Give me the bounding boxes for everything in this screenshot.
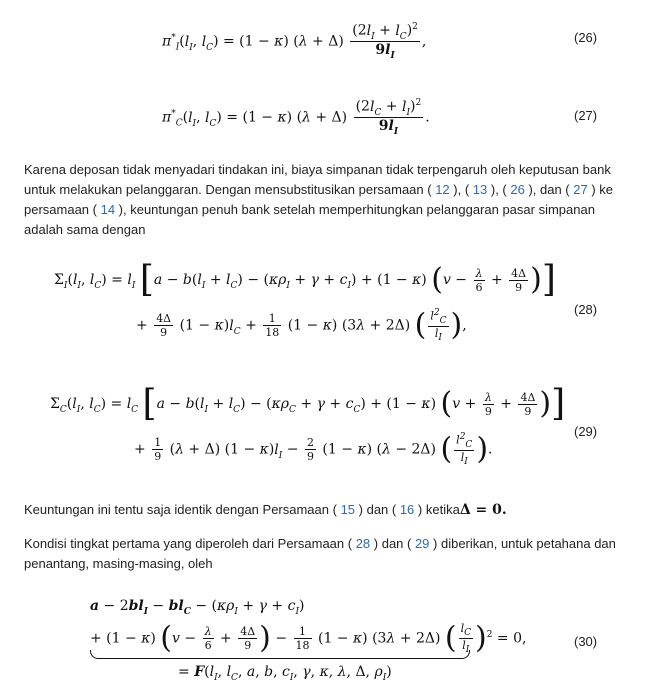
paragraph-1-text: ), ( <box>449 182 473 197</box>
ref-16-link[interactable]: 16 <box>399 502 415 517</box>
equation-27-body: $\pi^*_C(l_I$, $l_C) = (1 - \kappa)$ (λ + Δ) $\frac{(2l_C + l_I)^2}{9l_I}$ . <box>162 98 430 138</box>
ref-13-link[interactable]: 13 <box>472 182 488 197</box>
equation-30-line-2: + (1 − κ) (v − $\frac{\lambda}{6}$ + $\frac{4\Delta}{9}$ ) − $\frac{1}{18}$ (1 − κ) (3λ + 2Δ) ( $\frac{l_C}{l_I}$ )$^2$ = 0, <box>90 620 527 656</box>
equation-28-line-1: $\Sigma_I(l_I$, $l_C) = l_I$ [$a - b(l_I + l_C) - (\kappa\rho_I + \gamma + c_I) + (1 - \kappa) (v$ − $\frac{\lambda}{6}$ + $\frac{4\Delta}{9}$ )] <box>54 259 556 300</box>
ref-14-link[interactable]: 14 <box>100 202 116 217</box>
equation-26-body: $\pi^*_I(l_I$, $l_C) = (1 - \kappa)$ (λ + Δ) $\frac{(2l_I + l_C)^2}{9l_I}$ , <box>162 22 427 62</box>
equation-30-line-1: $a - 2bl_I - bl_C - (\kappa\rho_I + \gamma + c_I)$ <box>90 598 305 617</box>
paragraph-1-text: ) ke persamaan ( <box>24 182 614 217</box>
equation-28-line-2: + $\frac{4\Delta}{9}$ $(1 - \kappa)l_C$ + $\frac{1}{18}$ (1 − κ) (3λ + 2Δ) ( $\frac{l^2_C}{l_I}$ ), <box>136 307 467 344</box>
paragraph-3-text: ) dan ( <box>370 536 415 551</box>
equation-29-line-2: + $\frac{1}{9}$ (λ + Δ) $(1 - \kappa)l_I$ − $\frac{2}{9}$ (1 − κ) (λ − 2Δ) ( $\frac{l^2_C}{l_I}$ ). <box>134 431 493 468</box>
paragraph-2-text: Keuntungan ini tentu saja identik dengan Persamaan ( <box>24 502 341 517</box>
ref-26-link[interactable]: 26 <box>510 182 525 197</box>
paragraph-3 <box>24 534 624 574</box>
underbrace <box>90 650 470 659</box>
paragraph-3-text: ) diberikan, untuk petahana dan penantang, masing-masing, oleh <box>24 536 616 571</box>
equation-29-number: (29) <box>574 424 598 439</box>
paragraph-1-text: ), dan ( <box>524 182 574 197</box>
ref-12-link[interactable]: 12 <box>435 182 450 197</box>
equation-29-line-1: $\Sigma_C(l_I$, $l_C) = l_C$ [$a - b(l_I + l_C) - (\kappa\rho_C + \gamma + c_C) + (1 - \kappa) (v$ + $\frac{\lambda}{9}$ + $\frac{4\Delta}{9}$ )] <box>50 383 566 424</box>
equation-30-underbrace-label: = $F(l_I$, $l_C$, a, b, $c_I$, γ, κ, λ, Δ, $\rho_I$) <box>178 664 392 683</box>
paragraph-1-text: ), keuntungan penuh bank setelah memperhitungkan pelanggaran pasar simpanan adalah sama dengan <box>24 202 595 237</box>
paragraph-3-text: Kondisi tingkat pertama yang diperoleh dari Persamaan ( <box>24 536 356 551</box>
equation-27-number: (27) <box>574 108 598 123</box>
equation-30-number: (30) <box>574 634 598 649</box>
ref-15-link[interactable]: 15 <box>340 502 356 517</box>
equation-26-number: (26) <box>574 30 598 45</box>
paragraph-2-text: ) dan ( <box>355 502 400 517</box>
equation-28-number: (28) <box>574 302 598 317</box>
inline-math: Δ = 0. <box>459 502 507 518</box>
ref-29-link[interactable]: 29 <box>414 536 430 551</box>
paragraph-2 <box>24 500 624 520</box>
paragraph-1-text: ), ( <box>487 182 511 197</box>
ref-28-link[interactable]: 28 <box>355 536 371 551</box>
ref-27-link[interactable]: 27 <box>573 182 588 197</box>
paragraph-1 <box>24 160 624 240</box>
paragraph-1-text: Karena deposan tidak menyadari tindakan ini, biaya simpanan tidak terpengaruh oleh keputusan bank untuk melakukan pelanggaran. Dengan mensubstitusikan persamaan ( <box>24 162 611 197</box>
paragraph-2-text: ) ketika <box>414 502 460 517</box>
